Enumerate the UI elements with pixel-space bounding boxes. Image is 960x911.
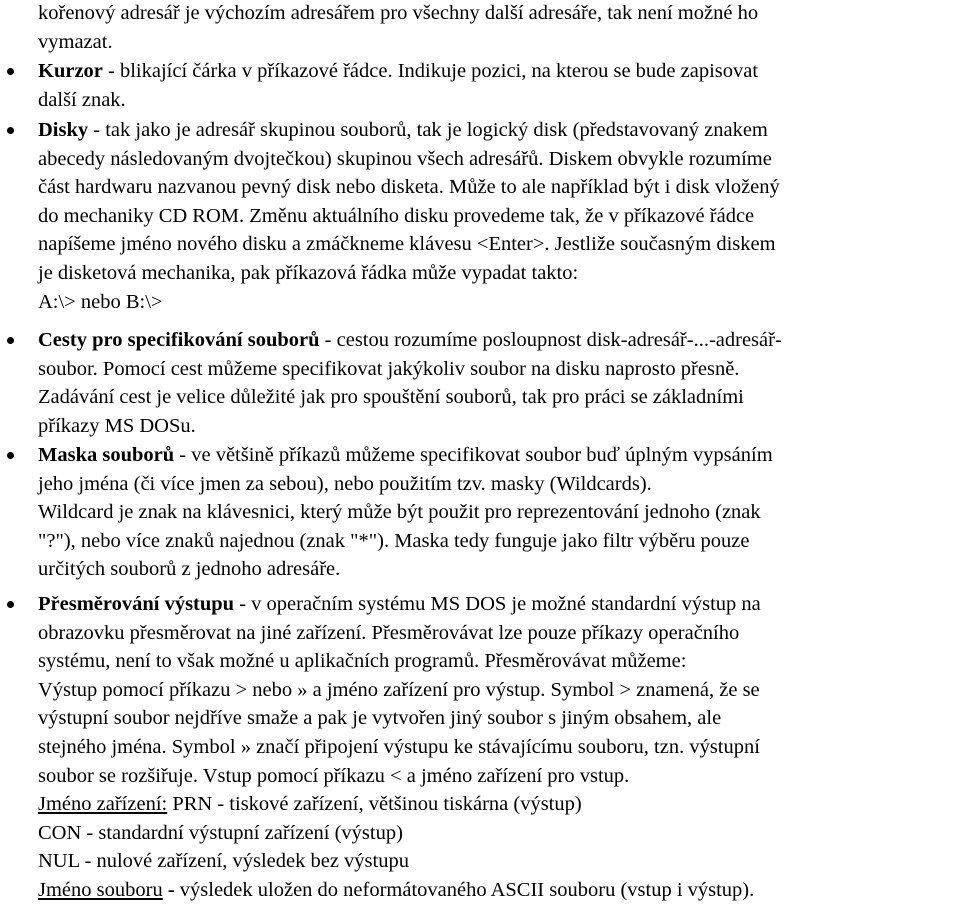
bullet-icon	[7, 601, 14, 608]
bullet-presmerovani	[38, 590, 950, 905]
text-line: Disky - tak jako je adresář skupinou souborů, tak je logický disk (představovaný znakem	[38, 119, 768, 141]
bullet-icon	[7, 337, 14, 344]
bullet-icon	[7, 68, 14, 75]
bullet-cesty	[38, 326, 950, 440]
text-line: je disketová mechanika, pak příkazová řádka může vypadat takto:	[38, 261, 579, 284]
text-line: Přesměrování výstupu - v operačním systému MS DOS je možné standardní výstup na	[38, 593, 761, 615]
text-line: NUL - nulové zařízení, výsledek bez výstupu	[38, 850, 409, 873]
text-line: Jméno zařízení: PRN - tiskové zařízení, většinou tiskárna (výstup)	[38, 793, 582, 816]
intro-paragraph	[38, 0, 950, 56]
text-line: vymazat.	[38, 30, 113, 53]
term-presmerovani: Přesměrování výstupu	[38, 593, 235, 615]
text-line: A:\> nebo B:\>	[38, 290, 163, 313]
text-line: soubor se rozšiřuje. Vstup pomocí příkazu < a jméno zařízení pro vstup.	[38, 764, 630, 787]
text-line: obrazovku přesměrovat na jiné zařízení. Přesměrovávat lze pouze příkazy operačního	[38, 621, 740, 644]
text-line: napíšeme jméno nového disku a zmáčkneme klávesu <Enter>. Jestliže současným diskem	[38, 233, 776, 256]
text-line: Kurzor - blikající čárka v příkazové řádce. Indikuje pozici, na kterou se bude zapisovat	[38, 60, 759, 82]
text-line: abecedy následovaným dvojtečkou) skupinou všech adresářů. Diskem obvykle rozumíme	[38, 147, 772, 170]
term-kurzor: Kurzor	[38, 60, 103, 82]
text-line: určitých souborů z jednoho adresáře.	[38, 558, 341, 581]
text-line: stejného jména. Symbol » značí připojení výstupu ke stávajícímu souboru, tzn. výstupní	[38, 735, 760, 758]
text-line: do mechaniky CD ROM. Změnu aktuálního disku provedeme tak, že v příkazové řádce	[38, 204, 755, 227]
text-line: výstupní soubor nejdříve smaže a pak je vytvořen jiný soubor s jiným obsahem, ale	[38, 707, 722, 730]
bullet-icon	[7, 127, 14, 134]
text-line: jeho jména (či více jmen za sebou), nebo použitím tzv. masky (Wildcards).	[38, 472, 652, 495]
term-maska: Maska souborů	[38, 444, 175, 466]
text-line: Zadávání cest je velice důležité jak pro spouštění souborů, tak pro práci se základními	[38, 386, 744, 409]
text-line: kořenový adresář je výchozím adresářem pro všechny další adresáře, tak není možné ho	[38, 2, 759, 24]
text-line: Výstup pomocí příkazu > nebo » a jméno zařízení pro výstup. Symbol > znamená, že se	[38, 678, 760, 701]
text-line: systému, není to však možné u aplikačních programů. Přesměrovávat můžeme:	[38, 650, 687, 673]
term-cesty: Cesty pro specifikování souborů	[38, 329, 320, 351]
text-line: CON - standardní výstupní zařízení (výstup)	[38, 821, 403, 844]
text-line: Jméno souboru - výsledek uložen do neformátovaného ASCII souboru (vstup i výstup).	[38, 878, 755, 901]
text-line: "?"), nebo více znaků najednou (znak "*"). Maska tedy funguje jako filtr výběru pouze	[38, 529, 750, 552]
text-line: další znak.	[38, 88, 126, 111]
file-heading: Jméno souboru	[38, 878, 163, 901]
bullet-kurzor	[38, 57, 950, 114]
bullet-icon	[7, 452, 14, 459]
text-line: Cesty pro specifikování souborů - cestou rozumíme posloupnost disk-adresář-...-adresář-	[38, 329, 782, 351]
text-line: soubor. Pomocí cest můžeme specifikovat jakýkoliv soubor na disku naprosto přesně.	[38, 357, 740, 380]
bullet-disky	[38, 116, 950, 316]
text-line: Wildcard je znak na klávesnici, který může být použit pro reprezentování jednoho (znak	[38, 501, 761, 524]
text-line: část hardwaru nazvanou pevný disk nebo disketa. Může to ale například být i disk vložený	[38, 176, 780, 199]
bullet-maska	[38, 441, 950, 584]
device-heading: Jméno zařízení:	[38, 793, 168, 816]
text-line: Maska souborů - ve většině příkazů můžeme specifikovat soubor buď úplným vypsáním	[38, 444, 773, 466]
text-line: příkazy MS DOSu.	[38, 414, 196, 437]
term-disky: Disky	[38, 119, 89, 141]
